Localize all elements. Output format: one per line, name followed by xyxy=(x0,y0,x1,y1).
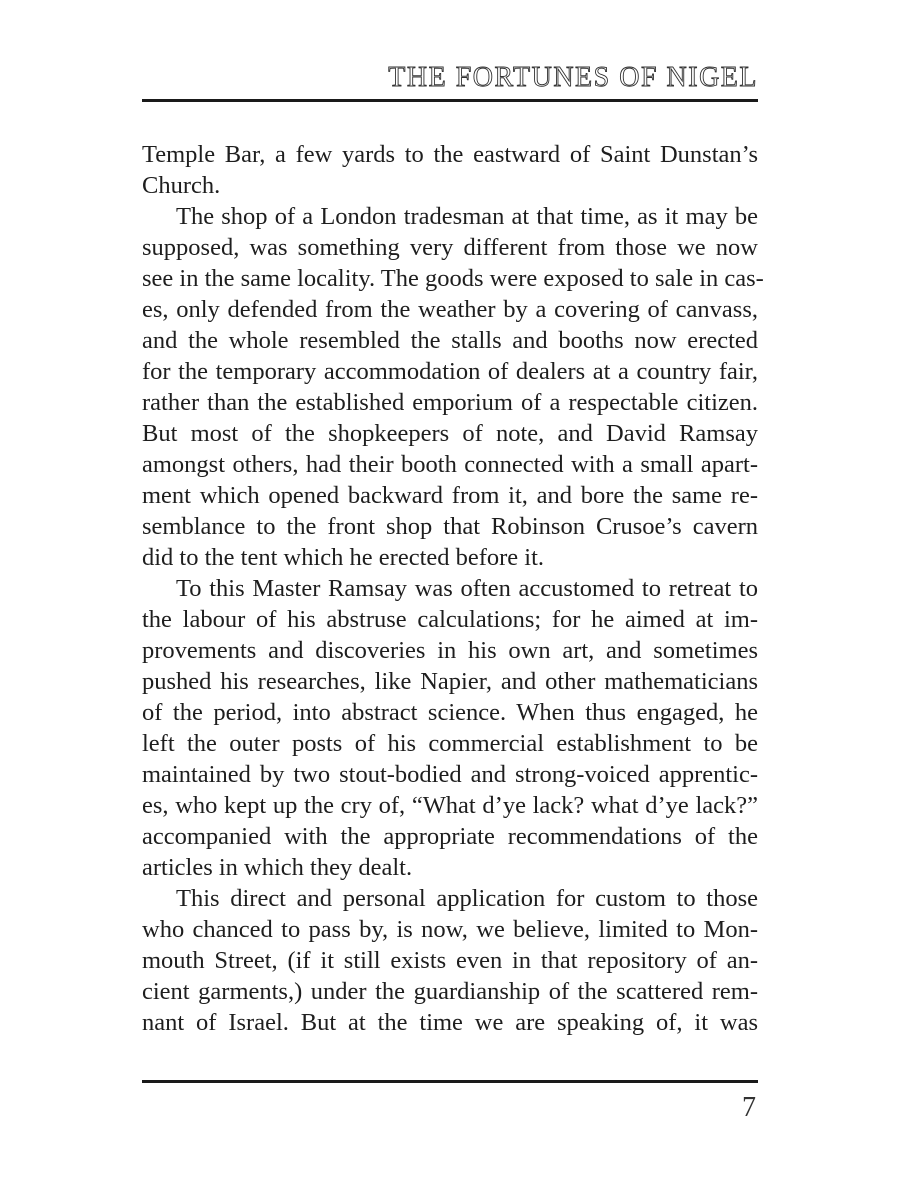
text-line: for the temporary accommodation of dealers at a country fair, xyxy=(142,358,758,385)
text-line: provements and discoveries in his own art, and sometimes xyxy=(142,637,758,664)
text-line: es, who kept up the cry of, “What d’ye lack? what d’ye lack?” xyxy=(142,792,758,819)
text-line: To this Master Ramsay was often accustomed to retreat to xyxy=(176,575,758,602)
text-line: supposed, was something very different from those we now xyxy=(142,234,758,261)
text-line: rather than the established emporium of a respectable citizen. xyxy=(142,389,758,416)
text-line: who chanced to pass by, is now, we believe, limited to Mon- xyxy=(142,916,758,943)
text-line: ment which opened backward from it, and bore the same re- xyxy=(142,482,758,509)
text-line: pushed his researches, like Napier, and other mathematicians xyxy=(142,668,758,695)
text-line: and the whole resembled the stalls and booths now erected xyxy=(142,327,758,354)
text-line: But most of the shopkeepers of note, and David Ramsay xyxy=(142,420,758,447)
text-line: semblance to the front shop that Robinson Crusoe’s cavern xyxy=(142,513,758,540)
page-number: 7 xyxy=(742,1092,756,1123)
text-line: articles in which they dealt. xyxy=(142,854,413,881)
text-line: This direct and personal application for custom to those xyxy=(176,885,758,912)
text-line: es, only defended from the weather by a covering of canvass, xyxy=(142,296,758,323)
text-line: accompanied with the appropriate recommendations of the xyxy=(142,823,758,850)
text-line: maintained by two stout-bodied and strong-voiced apprentic- xyxy=(142,761,758,788)
text-line: cient garments,) under the guardianship of the scattered rem- xyxy=(142,978,758,1005)
text-line: amongst others, had their booth connected with a small apart- xyxy=(142,451,758,478)
text-line: see in the same locality. The goods were exposed to sale in cas- xyxy=(142,265,764,292)
text-line: Temple Bar, a few yards to the eastward of Saint Dunstan’s xyxy=(142,141,758,168)
text-line: left the outer posts of his commercial establishment to be xyxy=(142,730,758,757)
body-text xyxy=(142,139,764,1038)
running-head-title: THE FORTUNES OF NIGEL xyxy=(388,62,758,93)
text-line: nant of Israel. But at the time we are speaking of, it was xyxy=(142,1009,758,1036)
header-rule xyxy=(142,99,758,102)
footer-rule xyxy=(142,1080,758,1083)
text-line: the labour of his abstruse calculations; for he aimed at im- xyxy=(142,606,758,633)
text-line: The shop of a London tradesman at that time, as it may be xyxy=(176,203,758,230)
text-line: of the period, into abstract science. When thus engaged, he xyxy=(142,699,758,726)
text-line: Church. xyxy=(142,172,221,199)
book-page xyxy=(142,0,764,1200)
text-line: mouth Street, (if it still exists even in that repository of an- xyxy=(142,947,758,974)
text-line: did to the tent which he erected before it. xyxy=(142,544,545,571)
